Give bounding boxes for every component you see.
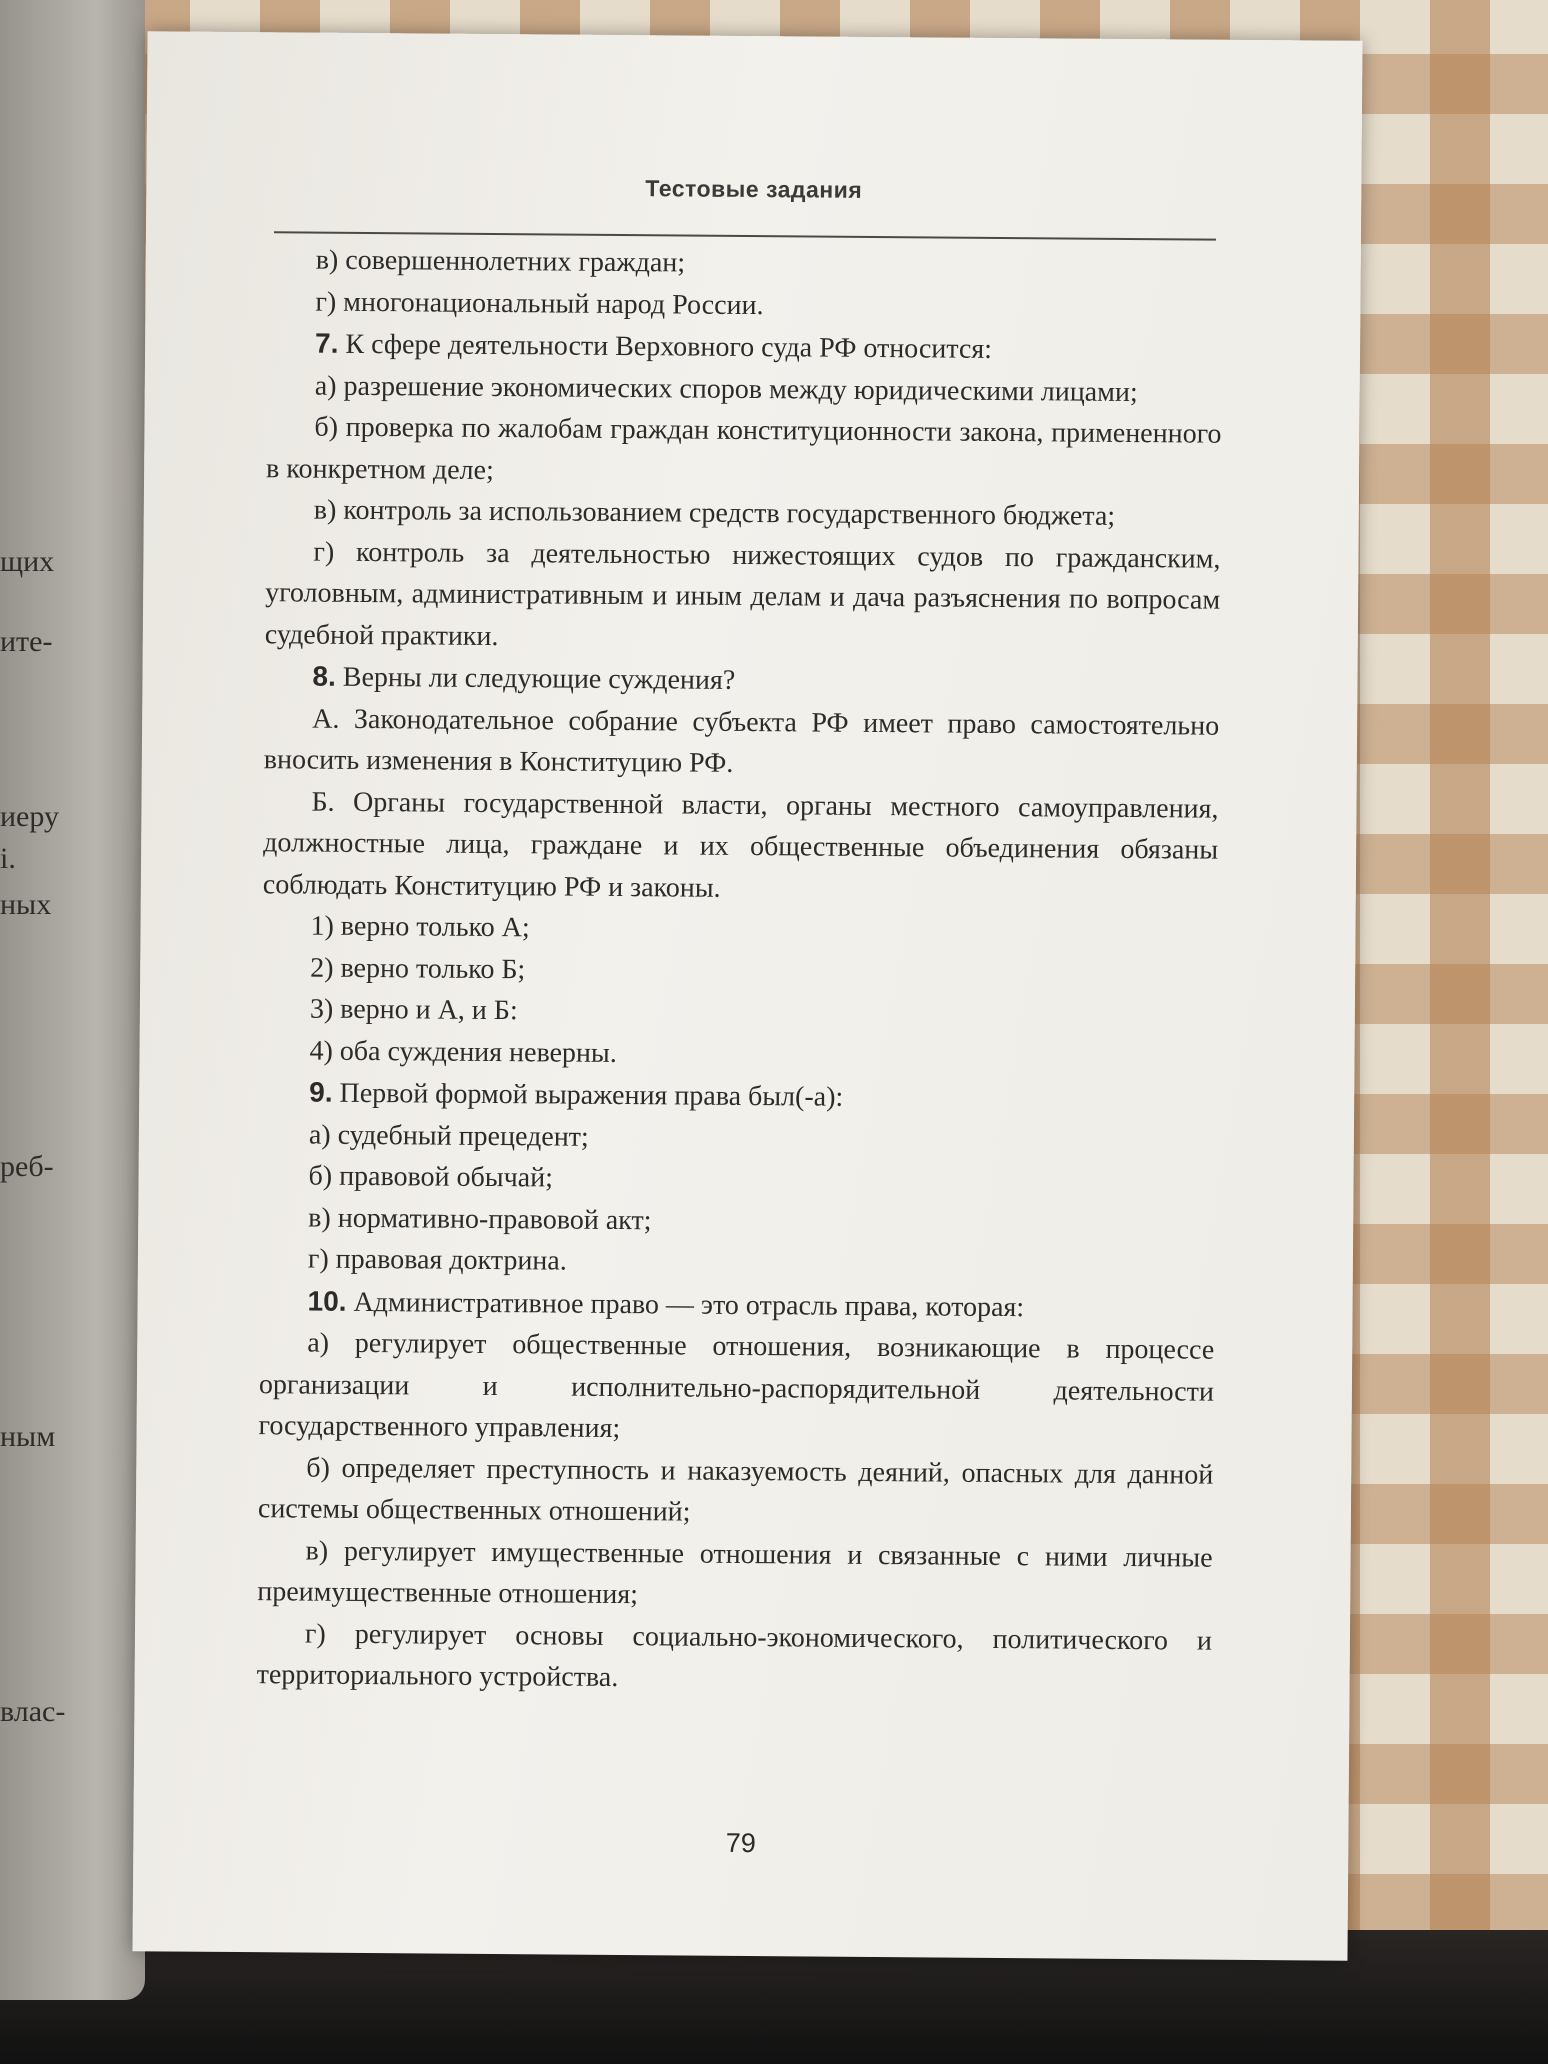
left-fragment: ным [0,1420,56,1453]
question-number: 9. [309,1076,333,1108]
paragraph-text: Административное право — это отрасль права, которая: [346,1286,1025,1323]
left-page-edge [0,0,145,2000]
paragraph-text: 4) оба суждения неверны. [309,1035,617,1069]
answer-paragraph [265,531,1221,663]
paragraph-text: 1) верно только А; [310,910,530,944]
answer-paragraph [258,1447,1214,1537]
running-header: Тестовые задания [645,175,863,203]
paragraph-text: б) проверка по жалобам граждан конституционности закона, примененного в конкретном деле; [266,411,1222,486]
paragraph-text: г) контроль за деятельностью нижестоящих судов по гражданским, уголовным, административным и иным делам и дача разъяснения по вопросам судебной практики. [264,536,1221,652]
answer-paragraph [264,698,1220,788]
paragraph-text: г) правовая доктрина. [307,1243,567,1277]
paragraph-text: Верны ли следующие суждения? [335,661,736,696]
paragraph-text: в) контроль за использованием средств государственного бюджета; [313,494,1116,532]
left-fragment: влас- [0,1695,66,1728]
paragraph-text: а) разрешение экономических споров между юридическими лицами; [314,370,1138,408]
left-fragment: і. [0,842,16,875]
page-number: 79 [725,1827,756,1859]
book-page [132,31,1362,1960]
answer-paragraph [260,1238,1215,1287]
paragraph-text: 3) верно и А, и Б: [309,993,518,1027]
question-paragraph [264,655,1219,705]
left-fragment: ите- [0,625,53,658]
paragraph-text: а) регулирует общественные отношения, возникающие в процессе организации и исполнительно-распорядительной деятельности государственного управления; [258,1327,1215,1445]
left-fragment: реб- [0,1150,54,1183]
answer-paragraph [256,1613,1212,1703]
question-paragraph [259,1280,1214,1330]
question-paragraph [267,322,1222,372]
answer-paragraph [266,489,1221,538]
paragraph-text: Б. Органы государственной власти, органы местного самоуправления, должностные лица, граждане и их общественные объединения обязаны соблюдать Конституцию РФ и законы. [262,786,1219,904]
question-number: 8. [312,660,336,692]
paragraph-text: К сфере деятельности Верховного суда РФ относится: [338,328,993,365]
paragraph-text: г) регулирует основы социально-экономического, политического и территориального устройства. [256,1618,1213,1694]
answer-paragraph [258,1322,1214,1454]
paragraph-text: в) совершеннолетних граждан; [315,244,686,279]
answer-paragraph [257,1530,1213,1620]
question-paragraph [261,1071,1216,1121]
paragraph-text: а) судебный прецедент; [308,1119,589,1153]
page-content [256,239,1222,1703]
answer-paragraph [262,988,1217,1037]
paragraph-text: б) определяет преступность и наказуемость деяний, опасных для данной системы общественных отношений; [257,1452,1214,1528]
answer-paragraph [266,406,1222,496]
paragraph-text: А. Законодательное собрание субъекта РФ имеет право самостоятельно вносить изменения в Конституцию РФ. [263,703,1220,779]
question-number: 7. [314,327,339,359]
answer-paragraph [260,1155,1215,1204]
header-rule [274,231,1216,240]
paragraph-text: г) многонациональный народ России. [315,286,764,321]
answer-paragraph [262,905,1217,954]
answer-paragraph [268,239,1223,288]
paragraph-text: в) регулирует имущественные отношения и связанные с ними личные преимущественные отношения; [257,1535,1213,1611]
left-fragment: иеру [0,800,59,833]
paragraph-text: в) нормативно-правовой акт; [308,1202,652,1236]
left-fragment: ных [0,888,52,921]
question-number: 10. [307,1285,347,1317]
paragraph-text: б) правовой обычай; [308,1160,554,1194]
left-fragment: щих [0,545,55,578]
answer-paragraph [263,781,1219,913]
paragraph-text: 2) верно только Б; [310,952,526,985]
paragraph-text: Первой формой выражения права был(-а): [332,1077,844,1113]
